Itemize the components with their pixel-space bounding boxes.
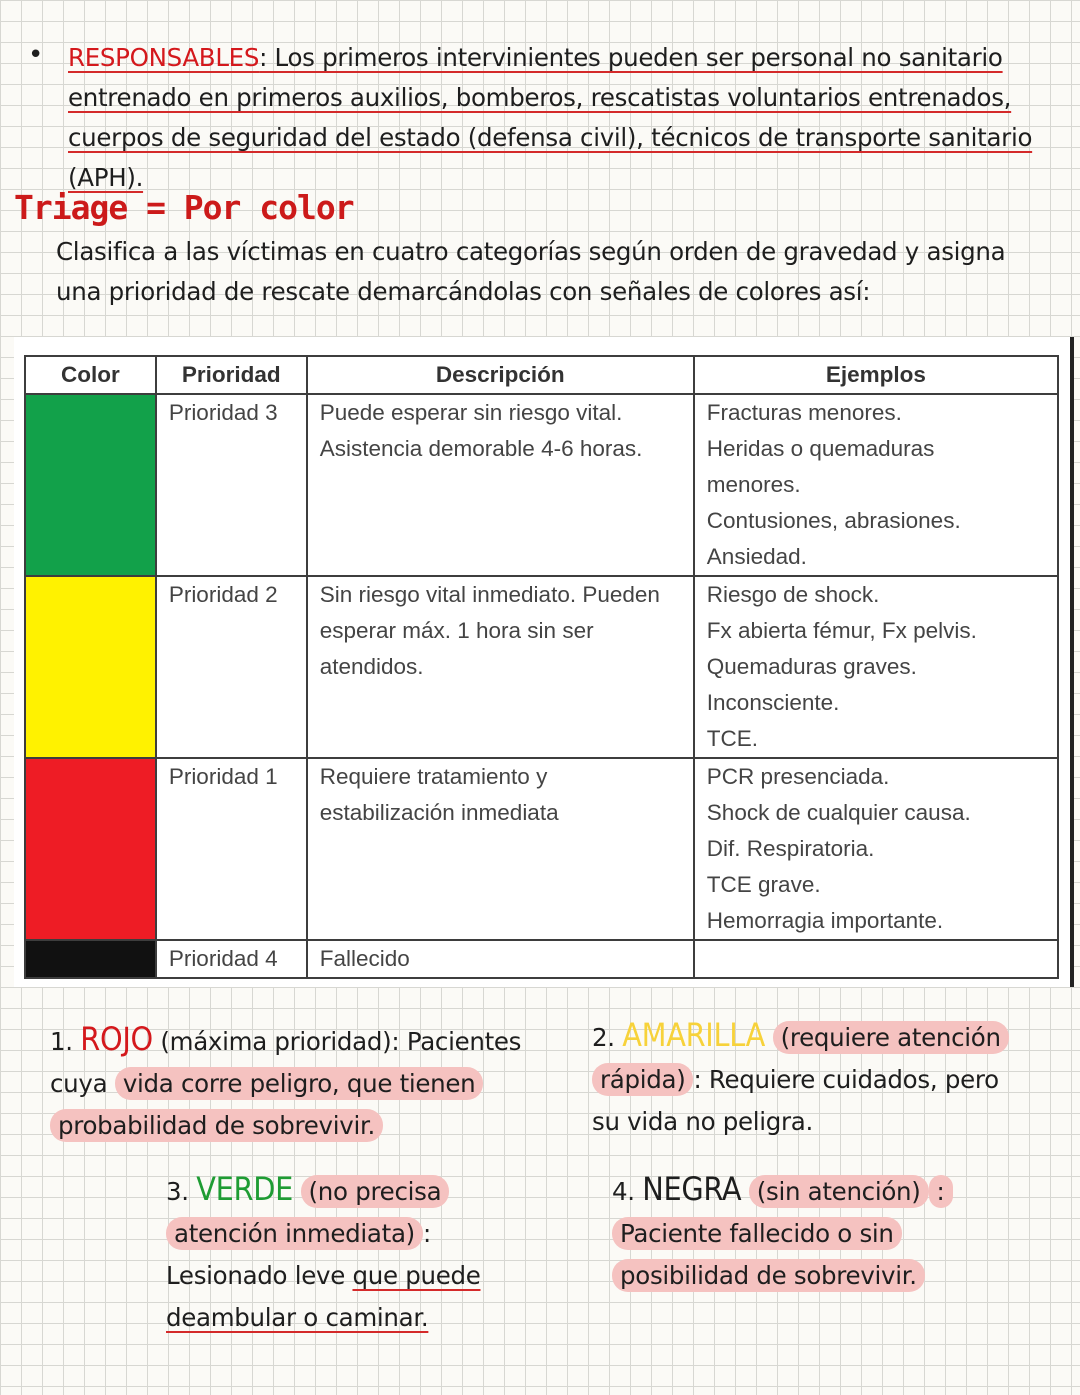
ejemplos-cell: Fracturas menores. Heridas o quemaduras menores. Contusiones, abrasiones. Ansiedad. — [694, 394, 1058, 576]
table-header-row — [25, 356, 1058, 394]
note-verde-title: VERDE — [196, 1170, 294, 1208]
color-swatch-black — [25, 940, 156, 978]
ejemplos-cell: PCR presenciada. Shock de cualquier causa. Dif. Respiratoria. TCE grave. Hemorragia importante. — [694, 758, 1058, 940]
responsables-paragraph — [68, 38, 1063, 198]
note-verde — [166, 1168, 536, 1339]
descripcion-cell: Fallecido — [307, 940, 694, 978]
color-swatch-yellow — [25, 576, 156, 758]
prioridad-cell: Prioridad 3 — [156, 394, 307, 576]
note-verde-number: 3. — [166, 1177, 189, 1206]
triage-table-image — [14, 337, 1074, 987]
bullet-dot: • — [28, 40, 44, 70]
note-rojo — [50, 1018, 530, 1147]
note-negra — [612, 1168, 952, 1297]
table-row — [25, 940, 1058, 978]
note-negra-number: 4. — [612, 1177, 635, 1206]
header-color: Color — [25, 356, 156, 394]
note-rojo-text-a: : Pacientes cuya — [50, 1027, 522, 1098]
note-rojo-highlight: vida corre peligro, que tienen probabilidad de sobrevivir. — [50, 1067, 483, 1142]
color-swatch-red — [25, 758, 156, 940]
triage-intro: Clasifica a las víctimas en cuatro categorías según orden de gravedad y asigna una prioridad de rescate demarcándolas con señales de colores así: — [56, 237, 1006, 306]
note-amarilla-number: 2. — [592, 1023, 615, 1052]
note-amarilla-paren: (requiere atención rápida) — [592, 1021, 1009, 1096]
descripcion-cell: Sin riesgo vital inmediato. Pueden esperar máx. 1 hora sin ser atendidos. — [307, 576, 694, 758]
note-verde-text-a: : Lesionado leve — [166, 1219, 431, 1290]
descripcion-cell: Requiere tratamiento y estabilización inmediata — [307, 758, 694, 940]
table-row — [25, 394, 1058, 576]
note-negra-paren: (sin atención) — [749, 1175, 929, 1208]
table-row — [25, 576, 1058, 758]
responsables-label: RESPONSABLES — [68, 43, 260, 72]
note-amarilla-text: : Requiere cuidados, pero su vida no peligra. — [592, 1065, 999, 1136]
note-rojo-number: 1. — [50, 1027, 73, 1056]
header-ejemplos: Ejemplos — [694, 356, 1058, 394]
ejemplos-cell — [694, 940, 1058, 978]
note-amarilla-title: AMARILLA — [622, 1016, 766, 1054]
note-negra-text: : Paciente fallecido o sin posibilidad de sobrevivir. — [612, 1175, 953, 1292]
header-descripcion: Descripción — [307, 356, 694, 394]
table-row — [25, 758, 1058, 940]
note-rojo-title: ROJO — [80, 1020, 153, 1058]
descripcion-cell: Puede esperar sin riesgo vital. Asistencia demorable 4-6 horas. — [307, 394, 694, 576]
note-verde-paren: (no precisa atención inmediata) — [166, 1175, 449, 1250]
note-rojo-paren: (máxima prioridad) — [160, 1027, 392, 1056]
ejemplos-cell: Riesgo de shock. Fx abierta fémur, Fx pelvis. Quemaduras graves. Inconsciente. TCE. — [694, 576, 1058, 758]
triage-title: Triage = Por color — [14, 188, 354, 227]
prioridad-cell: Prioridad 1 — [156, 758, 307, 940]
header-prioridad: Prioridad — [156, 356, 307, 394]
responsables-text: : Los primeros intervinientes pueden ser personal no sanitario entrenado en primeros auxilios, bomberos, rescatistas voluntarios entrenados, cuerpos de seguridad del estado (defensa civil), técnicos de transporte sanitario (APH). — [68, 43, 1033, 192]
note-amarilla — [592, 1014, 1032, 1143]
note-verde-underlined: que puede deambular o caminar. — [166, 1261, 481, 1332]
color-swatch-green — [25, 394, 156, 576]
prioridad-cell: Prioridad 2 — [156, 576, 307, 758]
prioridad-cell: Prioridad 4 — [156, 940, 307, 978]
triage-table — [24, 355, 1059, 979]
note-negra-title: NEGRA — [642, 1170, 742, 1208]
